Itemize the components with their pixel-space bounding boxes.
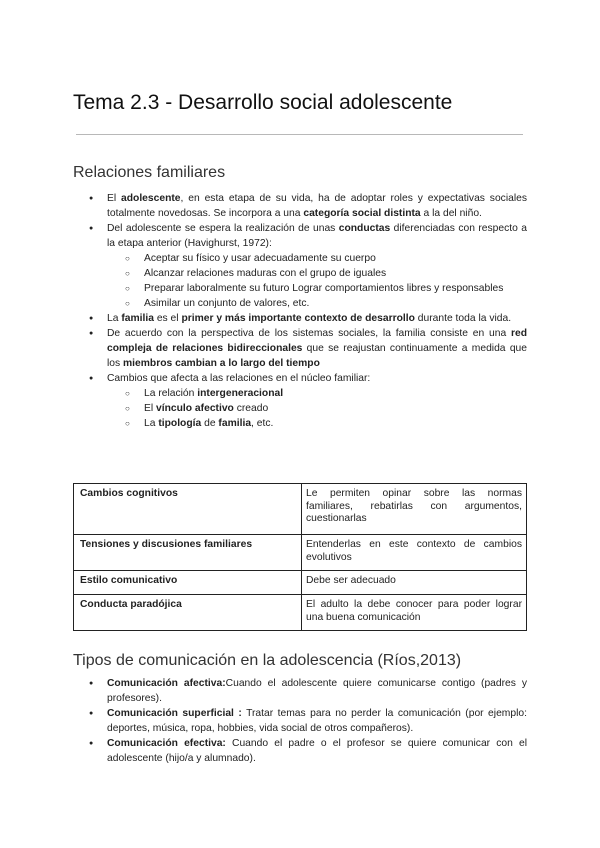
table-row bbox=[74, 484, 527, 535]
table-cell-label: Tensiones y discusiones familiares bbox=[74, 535, 302, 571]
table-cell-desc: El adulto la debe conocer para poder lograr una buena comunicación bbox=[302, 595, 527, 631]
sublist bbox=[107, 386, 527, 431]
list-item: ● Cambios que afecta a las relaciones en el núcleo familiar: ○ La relación intergeneracional ○ El vínculo afectivo creado ○ La tipología de familia, etc. bbox=[88, 371, 527, 431]
title-divider bbox=[76, 134, 523, 135]
list-item: ● Del adolescente se espera la realización de unas conductas diferenciadas con respecto a la etapa anterior (Havighurst, 1972): ○ Aceptar su físico y usar adecuadamente su cuerpo ○ Alcanzar relaciones maduras con el grupo de iguales ○ Preparar laboralmente su futuro Lograr comportamientos libres y responsables ○ Asimilar un conjunto de valores, etc. bbox=[88, 221, 527, 311]
comunicacion-list bbox=[88, 676, 527, 766]
sublist-item: ○ La tipología de familia, etc. bbox=[124, 416, 527, 431]
table-row bbox=[74, 535, 527, 571]
cambios-table bbox=[73, 483, 527, 631]
sublist-item: ○ Aceptar su físico y usar adecuadamente su cuerpo bbox=[124, 251, 527, 266]
list-item: ● Comunicación efectiva: Cuando el padre o el profesor se quiere comunicar con el adolescente (hijo/a y alumnado). bbox=[88, 736, 527, 766]
sublist bbox=[107, 251, 527, 311]
table-cell-label: Cambios cognitivos bbox=[74, 484, 302, 535]
table-cell-desc: Entenderlas en este contexto de cambios evolutivos bbox=[302, 535, 527, 571]
table-cell-label: Conducta paradójica bbox=[74, 595, 302, 631]
table-cell-desc: Le permiten opinar sobre las normas familiares, rebatirlas con argumentos, cuestionarlas bbox=[302, 484, 527, 535]
sublist-item: ○ La relación intergeneracional bbox=[124, 386, 527, 401]
list-item: ● Comunicación superficial : Tratar temas para no perder la comunicación (por ejemplo: deportes, música, ropa, hobbies, vida social de otros compañeros). bbox=[88, 706, 527, 736]
sublist-item: ○ El vínculo afectivo creado bbox=[124, 401, 527, 416]
sublist-item: ○ Alcanzar relaciones maduras con el grupo de iguales bbox=[124, 266, 527, 281]
table-row bbox=[74, 571, 527, 595]
table-cell-label: Estilo comunicativo bbox=[74, 571, 302, 595]
section-heading-comunicacion: Tipos de comunicación en la adolescencia (Ríos,2013) bbox=[73, 652, 462, 669]
list-item: ● El adolescente, en esta etapa de su vida, ha de adoptar roles y expectativas sociales totalmente novedosas. Se incorpora a una categoría social distinta a la del niño. bbox=[88, 191, 527, 221]
section-heading-relaciones: Relaciones familiares bbox=[73, 164, 226, 181]
page-title: Tema 2.3 - Desarrollo social adolescente bbox=[73, 91, 453, 114]
table-row bbox=[74, 595, 527, 631]
list-item: ● De acuerdo con la perspectiva de los sistemas sociales, la familia consiste en una red compleja de relaciones bidireccionales que se reajustan continuamente a medida que los miembros cambian a lo largo del tiempo bbox=[88, 326, 527, 371]
sublist-item: ○ Preparar laboralmente su futuro Lograr comportamientos libres y responsables bbox=[124, 281, 527, 296]
relaciones-list bbox=[88, 191, 527, 431]
list-item: ● Comunicación afectiva:Cuando el adolescente quiere comunicarse contigo (padres y profesores). bbox=[88, 676, 527, 706]
list-item: ● La familia es el primer y más importante contexto de desarrollo durante toda la vida. bbox=[88, 311, 527, 326]
sublist-item: ○ Asimilar un conjunto de valores, etc. bbox=[124, 296, 527, 311]
table-cell-desc: Debe ser adecuado bbox=[302, 571, 527, 595]
